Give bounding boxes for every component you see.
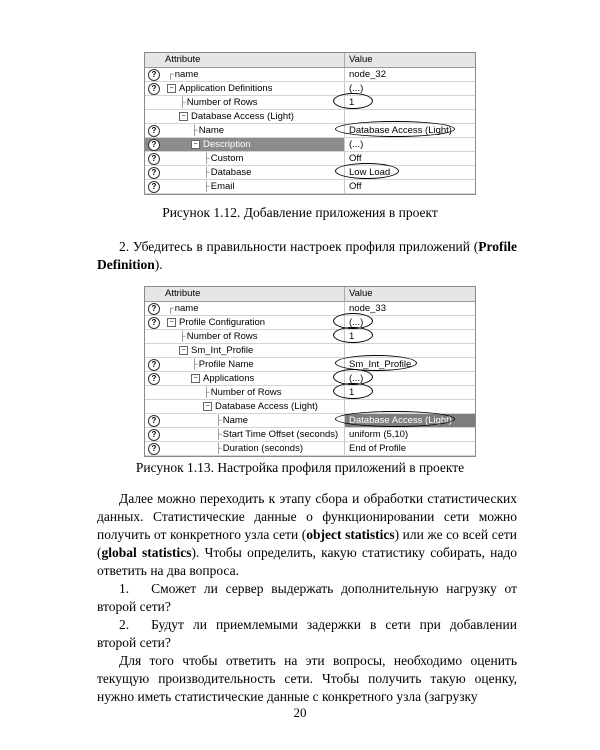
table-header (145, 53, 475, 68)
help-icon[interactable]: ? (148, 153, 160, 165)
tree-line-icon: ├ (203, 387, 210, 398)
annotation-oval (335, 121, 455, 137)
header-attribute: Attribute (145, 53, 345, 67)
attribute-value: uniform (5,10) (349, 429, 409, 440)
attribute-name-cell (163, 442, 345, 455)
attribute-name-cell (163, 180, 345, 193)
tree-line-icon: ┌ (167, 69, 174, 80)
paragraph-statistics (97, 490, 517, 580)
annotation-oval (335, 411, 455, 427)
collapse-icon[interactable]: − (203, 402, 212, 411)
help-icon[interactable]: ? (148, 373, 160, 385)
attribute-value-cell[interactable] (345, 124, 475, 137)
row-gutter (145, 344, 163, 357)
attribute-value: (...) (349, 373, 364, 384)
table-row[interactable] (145, 82, 475, 96)
tree-line-icon: ├ (179, 331, 186, 342)
para1-text-after: ). (154, 257, 163, 272)
page-number: 20 (293, 705, 307, 720)
help-icon[interactable]: ? (148, 83, 160, 95)
tree-line-icon: ├ (215, 429, 222, 440)
attribute-value: 1 (349, 97, 355, 108)
row-gutter (145, 400, 163, 413)
row-gutter (145, 110, 163, 123)
attribute-name: Email (210, 181, 235, 192)
attribute-name-cell (163, 82, 345, 95)
help-icon[interactable]: ? (148, 359, 160, 371)
table-row[interactable] (145, 96, 475, 110)
collapse-icon[interactable]: − (179, 346, 188, 355)
attribute-value-cell[interactable] (345, 386, 475, 399)
attribute-name: Application Definitions (179, 83, 273, 94)
annotation-oval (333, 93, 373, 109)
attribute-name-cell (163, 138, 345, 151)
row-gutter (145, 138, 163, 151)
attribute-value: (...) (349, 317, 364, 328)
list-item-1-text: Сможет ли сервер выдержать дополнительную нагрузку от второй сети? (97, 581, 517, 614)
attribute-name: Number of Rows (210, 387, 282, 398)
table-row[interactable] (145, 166, 475, 180)
header-attribute: Attribute (145, 287, 345, 301)
attribute-name: Custom (210, 153, 244, 164)
attribute-name: Number of Rows (186, 331, 258, 342)
para2-t1: Далее можно переходить к этапу сбора и обработки статистических данных. Статистические данные о функционировании сети можно получить от конкретного узла сети ( (97, 491, 517, 542)
table-row[interactable] (145, 152, 475, 166)
paragraph-profile-definition (97, 238, 517, 274)
attribute-value-cell[interactable] (345, 316, 475, 329)
attribute-name: name (174, 303, 199, 314)
attribute-value-cell[interactable] (345, 180, 475, 193)
para1-text: 2. Убедитесь в правильности настроек профиля приложений ( (119, 239, 479, 254)
attribute-value: Sm_Int_Profile (349, 359, 412, 370)
row-gutter (145, 124, 163, 137)
row-gutter (145, 316, 163, 329)
tree-line-icon: ├ (215, 443, 222, 454)
attribute-name: Description (203, 139, 251, 150)
table-row[interactable] (145, 138, 475, 152)
attribute-value-cell[interactable] (345, 138, 475, 151)
caption-fig-1-12: Рисунок 1.12. Добавление приложения в проект (162, 205, 438, 220)
para1-bold: Profile Definition (97, 239, 517, 272)
attribute-name: Duration (seconds) (222, 443, 303, 454)
attribute-value-cell[interactable] (345, 442, 475, 455)
table-row[interactable] (145, 358, 475, 372)
attribute-name: Database Access (Light) (215, 401, 318, 412)
annotation-oval (333, 383, 373, 399)
attribute-name: Database Access (Light) (191, 111, 294, 122)
row-gutter (145, 414, 163, 427)
row-gutter (145, 180, 163, 193)
attribute-value: node_32 (349, 69, 386, 80)
attribute-table-fig-1-13 (144, 286, 476, 457)
attribute-value: Database Access (Light) (349, 125, 452, 136)
caption-fig-1-13: Рисунок 1.13. Настройка профиля приложений в проекте (135, 460, 465, 475)
row-gutter (145, 386, 163, 399)
table-rows (145, 302, 475, 456)
tree-line-icon: ├ (191, 125, 198, 136)
attribute-value: 1 (349, 387, 355, 398)
row-gutter (145, 152, 163, 165)
attribute-value: Database Access (Light) (349, 415, 452, 426)
row-gutter (145, 166, 163, 179)
row-gutter (145, 68, 163, 81)
attribute-name: Number of Rows (186, 97, 258, 108)
table-row[interactable] (145, 386, 475, 400)
attribute-name: Profile Configuration (179, 317, 266, 328)
attribute-name-cell (163, 400, 345, 413)
row-gutter (145, 442, 163, 455)
attribute-name-cell (163, 372, 345, 385)
header-value: Value (349, 288, 373, 299)
para2-t2: ) или же со всей сети ( (97, 527, 517, 560)
attribute-name: Sm_Int_Profile (191, 345, 254, 356)
help-icon[interactable]: ? (148, 125, 160, 137)
tree-line-icon: ├ (203, 181, 210, 192)
help-icon[interactable]: ? (148, 317, 160, 329)
attribute-value-cell[interactable] (345, 414, 475, 427)
help-icon[interactable]: ? (148, 181, 160, 193)
attribute-name-cell (163, 386, 345, 399)
attribute-value: End of Profile (349, 443, 407, 454)
table-row[interactable] (145, 344, 475, 358)
attribute-value-cell[interactable] (345, 302, 475, 315)
collapse-icon[interactable]: − (191, 140, 200, 149)
para2-t3: ). Чтобы определить, какую статистику собирать, надо ответить на два вопроса. (97, 545, 517, 578)
paragraph-performance: Для того чтобы ответить на эти вопросы, необходимо оценить текущую производительность сети. Чтобы получить такую оценку, нужно иметь статистические данные с конкретного узла (загрузку (97, 653, 517, 704)
tree-line-icon: ├ (179, 97, 186, 108)
row-gutter (145, 302, 163, 315)
attribute-name: name (174, 69, 199, 80)
attribute-value: (...) (349, 83, 364, 94)
list-item-2-text: Будут ли приемлемыми задержки в сети при добавлении второй сети? (97, 617, 517, 650)
row-gutter (145, 372, 163, 385)
help-icon[interactable]: ? (148, 139, 160, 151)
row-gutter (145, 428, 163, 441)
collapse-icon[interactable]: − (167, 318, 176, 327)
attribute-value: Off (349, 153, 362, 164)
list-item-1 (97, 580, 517, 616)
list-item-2-num: 2. (119, 617, 130, 632)
attribute-name-cell (163, 358, 345, 371)
attribute-value: 1 (349, 331, 355, 342)
attribute-value: node_33 (349, 303, 386, 314)
help-icon[interactable]: ? (148, 415, 160, 427)
attribute-name: Name (198, 125, 225, 136)
attribute-name-cell (163, 68, 345, 81)
row-gutter (145, 358, 163, 371)
collapse-icon[interactable]: − (191, 374, 200, 383)
attribute-name: Name (222, 415, 249, 426)
attribute-value: (...) (349, 139, 364, 150)
attribute-name-cell (163, 414, 345, 427)
attribute-value-cell[interactable] (345, 96, 475, 109)
attribute-name: Database (210, 167, 252, 178)
annotation-oval (333, 327, 373, 343)
attribute-name-cell (163, 302, 345, 315)
para2-b1: object statistics (306, 527, 395, 542)
collapse-icon[interactable]: − (179, 112, 188, 121)
table-row[interactable] (145, 68, 475, 82)
tree-line-icon: ├ (203, 167, 210, 178)
table-header (145, 287, 475, 302)
table-row[interactable] (145, 414, 475, 428)
attribute-name-cell (163, 166, 345, 179)
table-row[interactable] (145, 302, 475, 316)
attribute-value-cell[interactable] (345, 358, 475, 371)
help-icon[interactable]: ? (148, 429, 160, 441)
para2-b2: global statistics (101, 545, 192, 560)
tree-line-icon: ├ (203, 153, 210, 164)
help-icon[interactable]: ? (148, 303, 160, 315)
attribute-table-fig-1-12 (144, 52, 476, 195)
attribute-name: Start Time Offset (seconds) (222, 429, 339, 440)
tree-line-icon: ├ (191, 359, 198, 370)
attribute-name-cell (163, 96, 345, 109)
attribute-value: Low Load (349, 167, 391, 178)
attribute-value: Off (349, 181, 362, 192)
help-icon[interactable]: ? (148, 167, 160, 179)
table-row[interactable] (145, 330, 475, 344)
tree-line-icon: ├ (215, 415, 222, 426)
list-item-1-num: 1. (119, 581, 130, 596)
header-value: Value (349, 54, 373, 65)
table-rows (145, 68, 475, 194)
row-gutter (145, 96, 163, 109)
attribute-value-cell[interactable] (345, 330, 475, 343)
table-row[interactable] (145, 180, 475, 194)
attribute-value-cell[interactable] (345, 372, 475, 385)
attribute-name-cell (163, 124, 345, 137)
attribute-name-cell (163, 316, 345, 329)
attribute-name-cell (163, 110, 345, 123)
attribute-name: Profile Name (198, 359, 254, 370)
tree-line-icon: ┌ (167, 303, 174, 314)
help-icon[interactable]: ? (148, 443, 160, 455)
row-gutter (145, 82, 163, 95)
attribute-value-cell[interactable] (345, 68, 475, 81)
table-row[interactable] (145, 124, 475, 138)
annotation-oval (335, 163, 399, 179)
attribute-value-cell[interactable] (345, 428, 475, 441)
row-gutter (145, 330, 163, 343)
collapse-icon[interactable]: − (167, 84, 176, 93)
table-row[interactable] (145, 316, 475, 330)
attribute-name: Applications (203, 373, 255, 384)
help-icon[interactable]: ? (148, 69, 160, 81)
table-row[interactable] (145, 442, 475, 456)
attribute-value-cell[interactable] (345, 82, 475, 95)
attribute-name-cell (163, 428, 345, 441)
attribute-name-cell (163, 152, 345, 165)
attribute-value-cell[interactable] (345, 166, 475, 179)
table-row[interactable] (145, 372, 475, 386)
attribute-name-cell (163, 344, 345, 357)
list-item-2 (97, 616, 517, 652)
attribute-name-cell (163, 330, 345, 343)
table-row[interactable] (145, 428, 475, 442)
